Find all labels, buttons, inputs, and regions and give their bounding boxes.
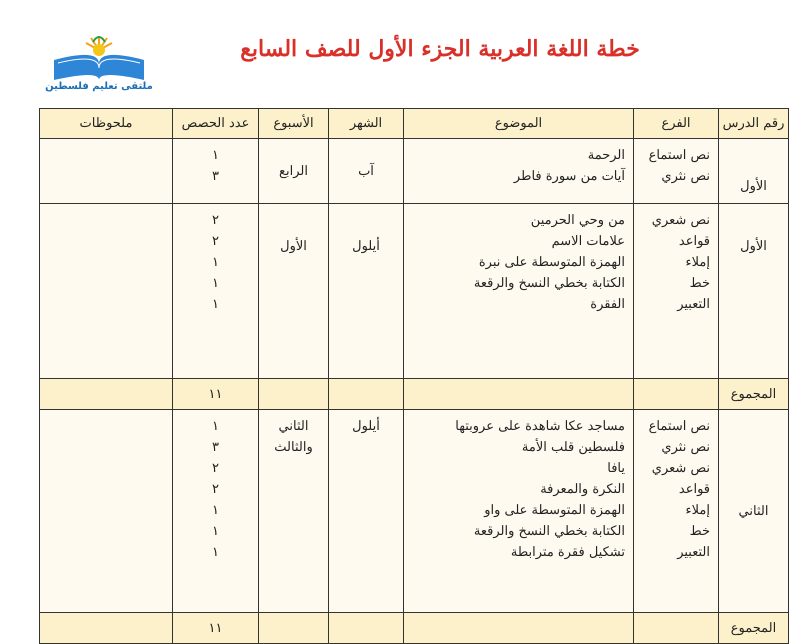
- total-row: [40, 613, 789, 644]
- count-line: ٢: [212, 482, 219, 497]
- table-row: [40, 410, 789, 613]
- total-count: ١١: [173, 613, 259, 644]
- branch-line: خط: [689, 276, 710, 291]
- week-cell: [259, 410, 329, 613]
- branch-line: إملاء: [685, 255, 710, 270]
- count-line: ١: [212, 255, 219, 270]
- total-empty-cell: [329, 613, 404, 644]
- branch-line: قواعد: [678, 482, 710, 497]
- total-empty-cell: [259, 379, 329, 410]
- branch-line: نص شعري: [651, 461, 710, 476]
- branch-cell: [634, 204, 719, 379]
- branch-line: نص شعري: [651, 213, 710, 228]
- count-line: ٢: [212, 461, 219, 476]
- week-line: والثالث: [274, 440, 313, 455]
- total-empty-cell: [404, 379, 634, 410]
- count-cell: [173, 410, 259, 613]
- total-label: المجموع: [719, 379, 789, 410]
- topic-line: الكتابة بخطي النسخ والرقعة: [473, 524, 625, 539]
- month-cell: أيلول: [329, 410, 404, 613]
- notes-cell: [40, 139, 173, 204]
- topic-line: علامات الاسم: [551, 234, 625, 249]
- total-label: المجموع: [719, 613, 789, 644]
- count-line: ١: [212, 148, 219, 163]
- notes-cell: [40, 204, 173, 379]
- lesson-cell: الثاني: [719, 410, 789, 613]
- total-empty-cell: [259, 613, 329, 644]
- count-line: ١: [212, 524, 219, 539]
- topic-line: الرحمة: [587, 148, 625, 163]
- table-row: [40, 139, 789, 204]
- week-cell: الأول: [259, 204, 329, 379]
- header-week: الأسبوع: [259, 109, 329, 139]
- week-cell: الرابع: [259, 139, 329, 204]
- branch-line: خط: [689, 524, 710, 539]
- header-month: الشهر: [329, 109, 404, 139]
- count-line: ٢: [212, 234, 219, 249]
- header-branch: الفرع: [634, 109, 719, 139]
- total-empty-cell: [634, 379, 719, 410]
- topic-cell: [404, 139, 634, 204]
- topic-line: تشكيل فقرة مترابطة: [510, 545, 625, 560]
- header-lesson: رقم الدرس: [719, 109, 789, 139]
- count-line: ٣: [212, 169, 219, 184]
- week-line: الثاني: [278, 419, 309, 434]
- total-count: ١١: [173, 379, 259, 410]
- count-line: ٣: [212, 440, 219, 455]
- topic-line: النكرة والمعرفة: [540, 482, 625, 497]
- branch-cell: [634, 139, 719, 204]
- month-cell: آب: [329, 139, 404, 204]
- count-line: ١: [212, 419, 219, 434]
- logo: [44, 30, 154, 100]
- plan-table: [39, 108, 789, 644]
- book-sun-logo-icon: [44, 30, 154, 82]
- total-empty-cell: [404, 613, 634, 644]
- lesson-cell: الأول: [719, 204, 789, 379]
- branch-line: قواعد: [678, 234, 710, 249]
- count-cell: [173, 139, 259, 204]
- branch-line: نص استماع: [648, 419, 710, 434]
- topic-cell: [404, 410, 634, 613]
- count-line: ٢: [212, 213, 219, 228]
- topic-line: الفقرة: [590, 297, 625, 312]
- total-empty-cell: [329, 379, 404, 410]
- topic-line: من وحي الحرمين: [530, 213, 625, 228]
- topic-line: الهمزة المتوسطة على نبرة: [478, 255, 625, 270]
- notes-cell: [40, 410, 173, 613]
- branch-line: نص نثري: [661, 440, 710, 455]
- count-line: ١: [212, 297, 219, 312]
- topic-line: مساجد عكا شاهدة على عروبتها: [455, 419, 625, 434]
- page-title: خطة اللغة العربية الجزء الأول للصف السابع: [240, 36, 640, 62]
- count-line: ١: [212, 503, 219, 518]
- branch-line: إملاء: [685, 503, 710, 518]
- header-notes: ملحوظات: [40, 109, 173, 139]
- month-cell: أيلول: [329, 204, 404, 379]
- topic-cell: [404, 204, 634, 379]
- header-topic: الموضوع: [404, 109, 634, 139]
- total-row: [40, 379, 789, 410]
- branch-line: نص نثري: [661, 169, 710, 184]
- topic-line: فلسطين قلب الأمة: [521, 440, 625, 455]
- branch-line: نص استماع: [648, 148, 710, 163]
- branch-cell: [634, 410, 719, 613]
- count-cell: [173, 204, 259, 379]
- count-line: ١: [212, 276, 219, 291]
- topic-line: الهمزة المتوسطة على واو: [484, 503, 625, 518]
- count-line: ١: [212, 545, 219, 560]
- table-row: [40, 204, 789, 379]
- topic-line: الكتابة بخطي النسخ والرقعة: [473, 276, 625, 291]
- total-empty-cell: [40, 613, 173, 644]
- lesson-cell: الأول: [719, 139, 789, 204]
- table-header-row: [40, 109, 789, 139]
- branch-line: التعبير: [677, 545, 710, 560]
- topic-line: يافا: [607, 461, 625, 476]
- total-empty-cell: [634, 613, 719, 644]
- total-empty-cell: [40, 379, 173, 410]
- header-count: عدد الحصص: [173, 109, 259, 139]
- logo-caption: ملتقى تعليم فلسطين: [45, 81, 153, 92]
- topic-line: آيات من سورة فاطر: [513, 169, 625, 184]
- branch-line: التعبير: [677, 297, 710, 312]
